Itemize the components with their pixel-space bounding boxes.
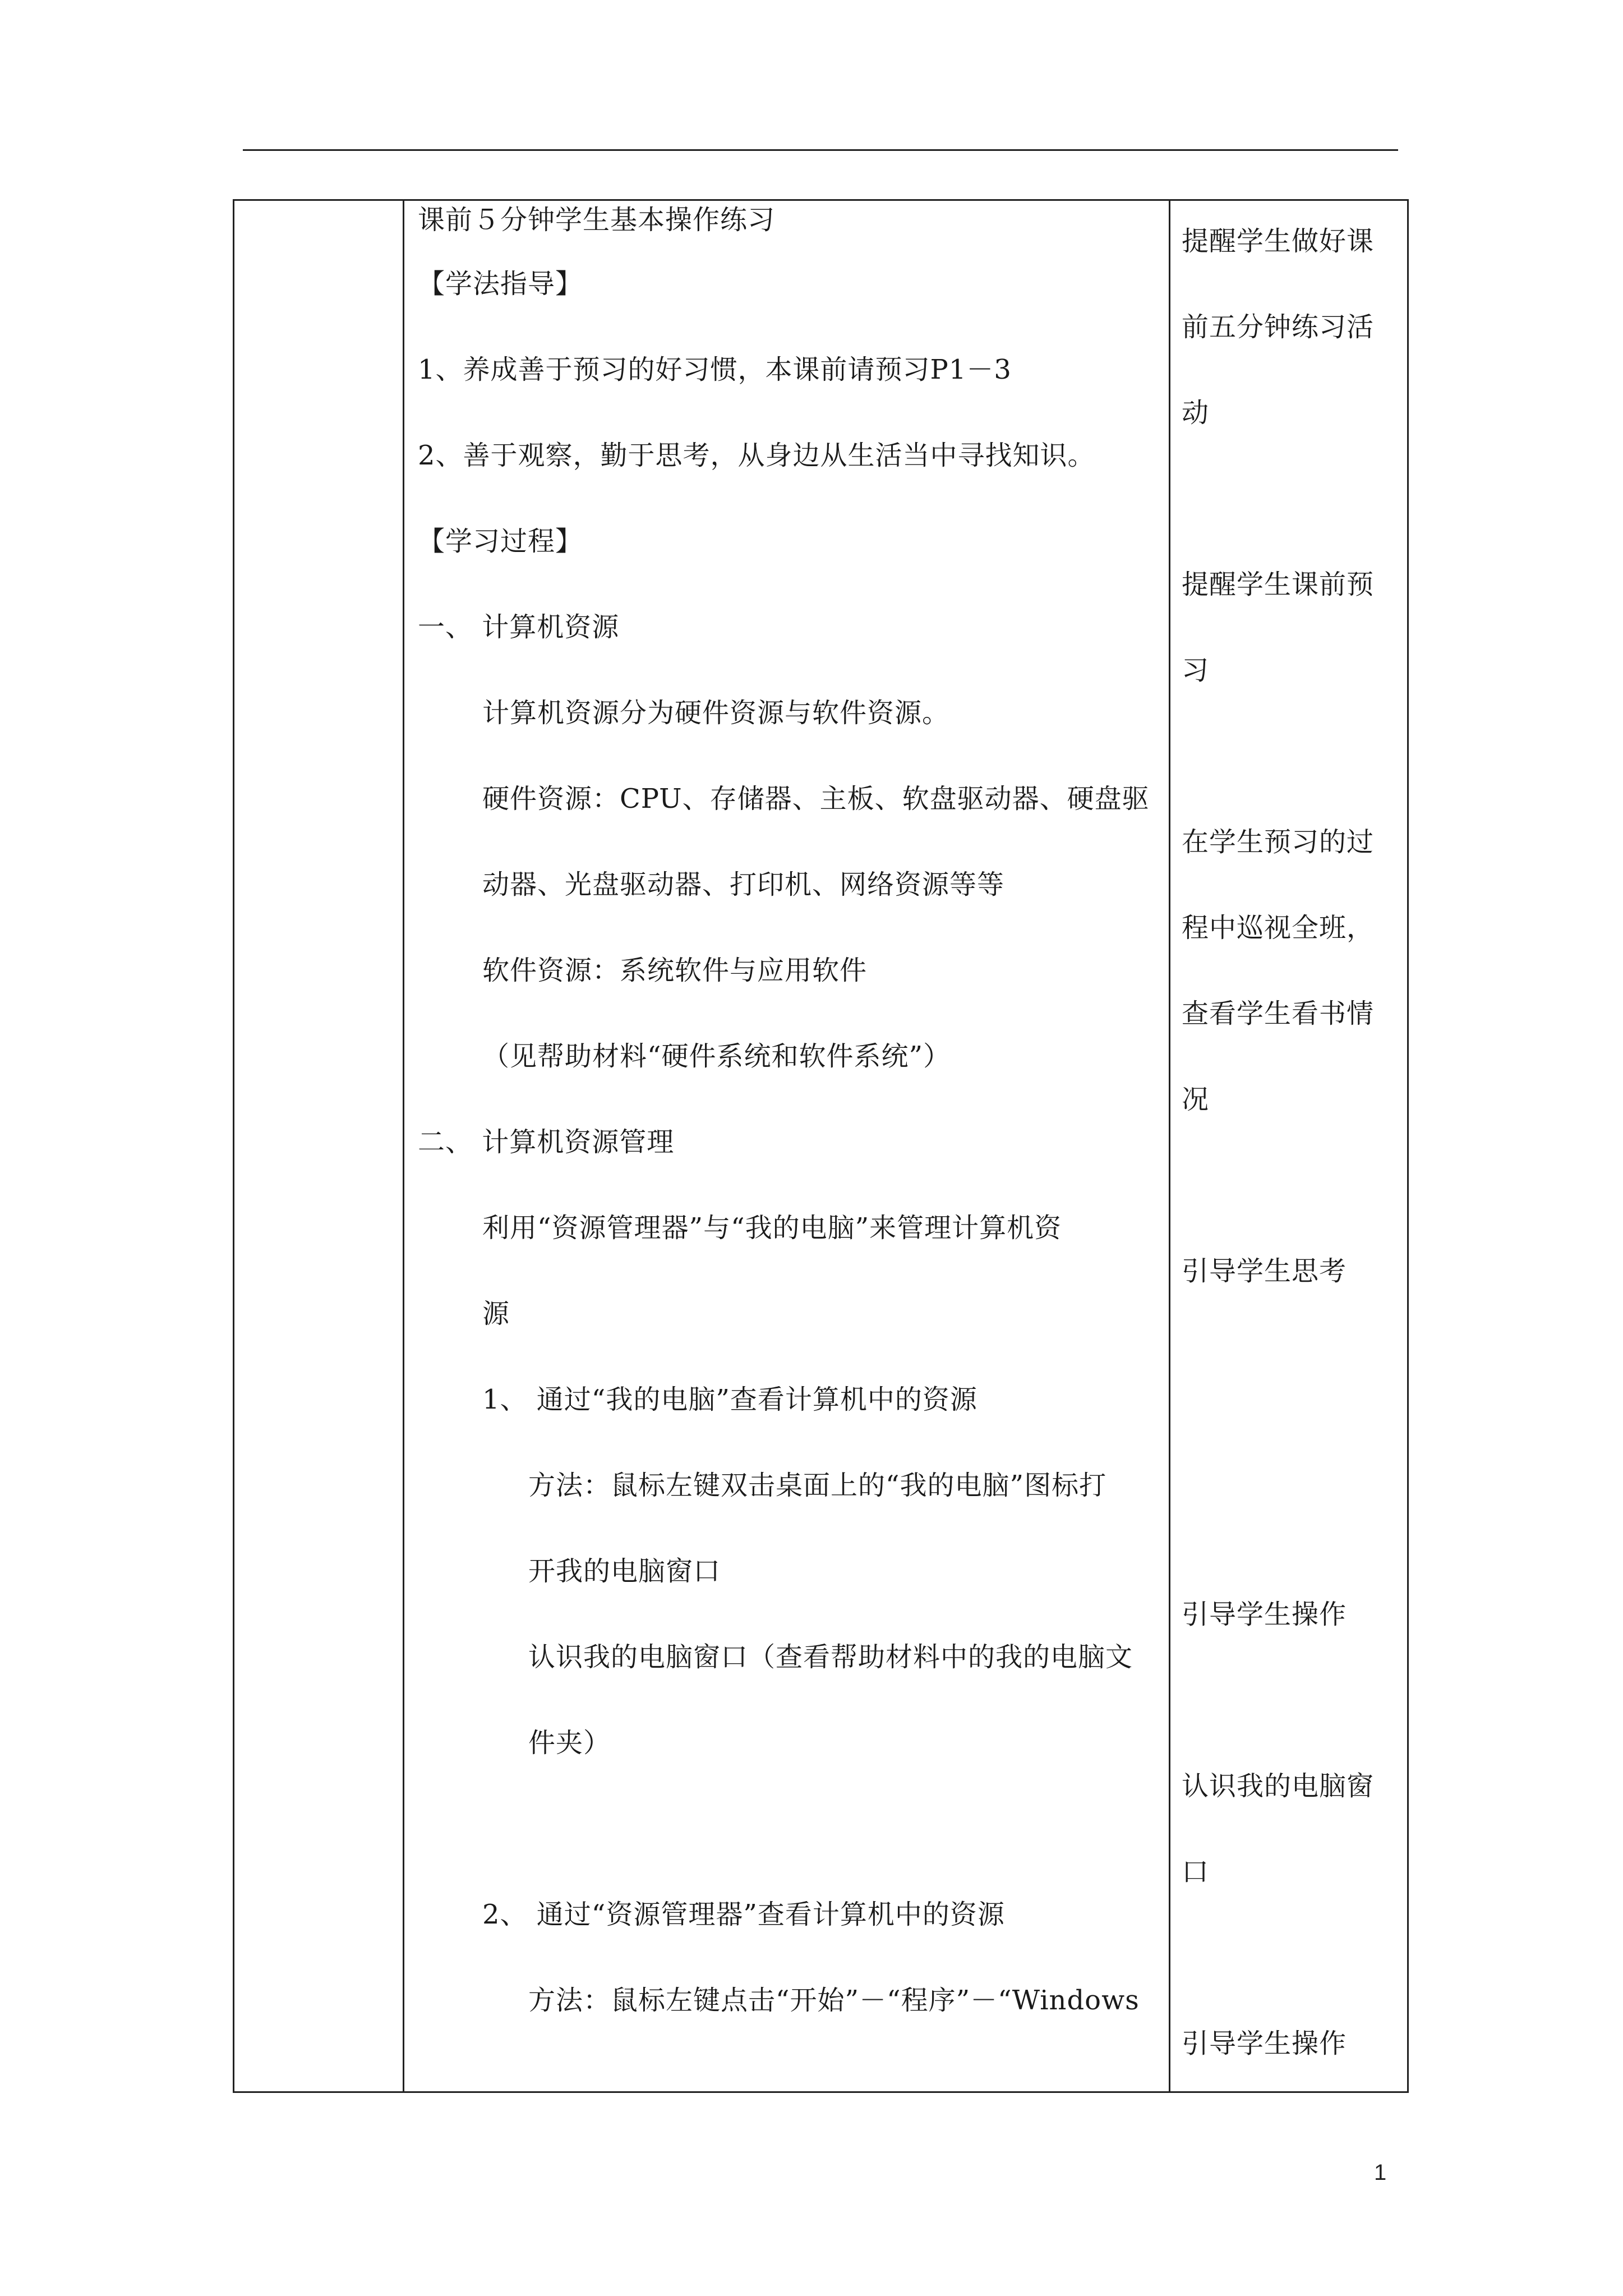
main-section-1-title: 一、 计算机资源	[418, 611, 620, 643]
main-line-warmup: 课前５分钟学生基本操作练习	[418, 204, 776, 236]
side-note-3-line-2: 程中巡视全班，	[1182, 912, 1375, 944]
side-note-3-line-3: 查看学生看书情	[1182, 998, 1375, 1029]
main-step-1-window-1: 认识我的电脑窗口（查看帮助材料中的我的电脑文	[528, 1641, 1133, 1673]
main-step-1-window-2: 件夹）	[528, 1727, 611, 1759]
main-line-guide-2: 2、善于观察，勤于思考，从身边从生活当中寻找知识。	[418, 440, 1095, 471]
column-divider-right	[1169, 201, 1170, 2091]
main-reference-note: （见帮助材料“硬件系统和软件系统”）	[482, 1041, 951, 1072]
main-hardware-line-2: 动器、光盘驱动器、打印机、网络资源等等	[482, 869, 1005, 900]
side-note-1-line-2: 前五分钟练习活	[1182, 311, 1375, 343]
main-section-1-desc: 计算机资源分为硬件资源与软件资源。	[482, 697, 950, 729]
column-divider-left	[403, 201, 404, 2091]
main-heading-study-process: 【学习过程】	[418, 526, 583, 557]
side-note-3-line-4: 况	[1182, 1084, 1210, 1115]
main-step-1-method-1: 方法：鼠标左键双击桌面上的“我的电脑”图标打	[528, 1470, 1107, 1501]
main-software-line: 软件资源：系统软件与应用软件	[482, 955, 868, 986]
side-note-6-line-1: 认识我的电脑窗	[1182, 1770, 1375, 1802]
lesson-table	[233, 199, 1409, 2093]
main-heading-study-guide: 【学法指导】	[418, 268, 583, 300]
main-section-2-desc-1: 利用“资源管理器”与“我的电脑”来管理计算机资	[482, 1212, 1062, 1244]
side-note-7: 引导学生操作	[1182, 2028, 1347, 2059]
main-section-2-desc-2: 源	[482, 1298, 510, 1329]
main-step-2-title: 2、 通过“资源管理器”查看计算机中的资源	[482, 1899, 1005, 1930]
side-note-5: 引导学生操作	[1182, 1599, 1347, 1630]
main-hardware-line-1: 硬件资源：CPU、存储器、主板、软盘驱动器、硬盘驱	[482, 783, 1150, 815]
header-rule	[243, 149, 1398, 151]
page-number: 1	[1374, 2160, 1387, 2185]
side-note-1-line-1: 提醒学生做好课	[1182, 226, 1375, 257]
side-note-6-line-2: 口	[1182, 1856, 1210, 1888]
main-section-2-title: 二、 计算机资源管理	[418, 1126, 675, 1158]
side-note-2-line-2: 习	[1182, 655, 1210, 686]
main-line-guide-1: 1、养成善于预习的好习惯，本课前请预习P1－3	[418, 354, 1012, 385]
side-note-3-line-1: 在学生预习的过	[1182, 826, 1375, 858]
side-note-1-line-3: 动	[1182, 397, 1210, 429]
side-note-4: 引导学生思考	[1182, 1255, 1347, 1287]
main-step-1-title: 1、 通过“我的电脑”查看计算机中的资源	[482, 1384, 978, 1415]
main-step-1-method-2: 开我的电脑窗口	[528, 1556, 721, 1587]
main-step-2-method: 方法：鼠标左键点击“开始”－“程序”－“Windows	[528, 1985, 1140, 2016]
side-note-2-line-1: 提醒学生课前预	[1182, 569, 1375, 600]
